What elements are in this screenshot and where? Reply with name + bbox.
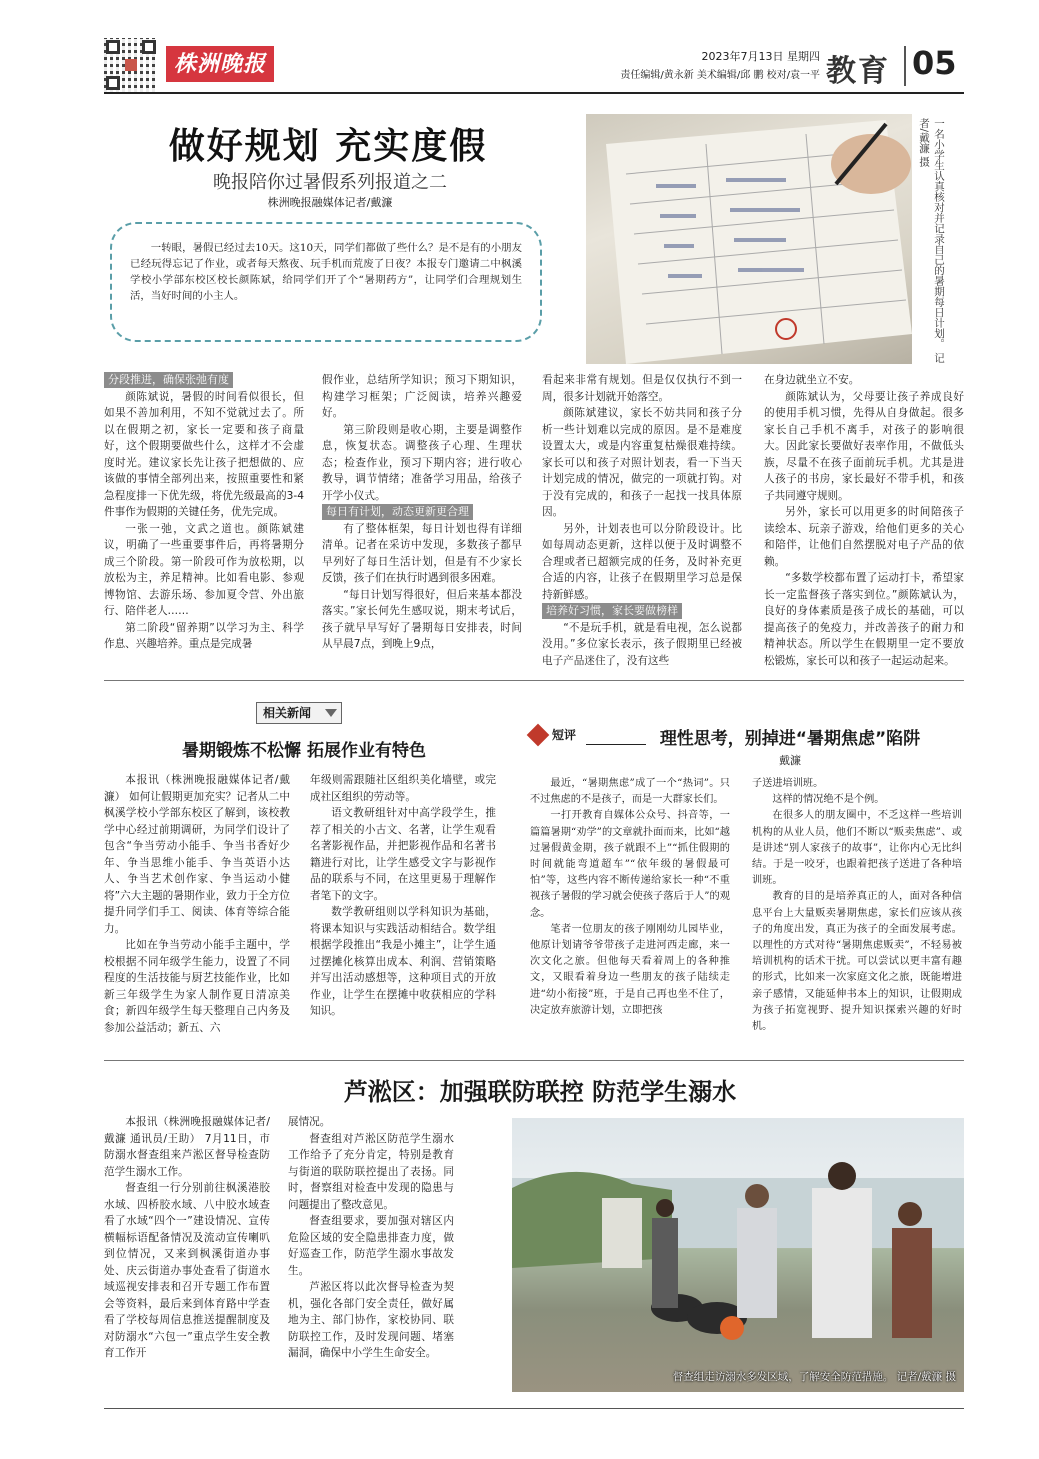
related-col-1: 本报讯（株洲晚报融媒体记者/戴濂） 如何让假期更加充实？记者从二中枫溪学校小学部东校区了解到，该校教学中心经过前期调研，为同学们设计了包含“争当劳动小能手、争当书香好少年、争当思维小能手、争当英语小达人、争当艺术创作家、争当运动小健将”六大主题的暑期作业，致力于全方位提升同学们手工、阅读、体育等综合能力。 比如在争当劳动小能手主题中，学校根据不同年级学生能力，设置了不同程度的生活技能与厨艺技能作业，比如新三年级学生为家人制作夏日清凉美食；新四年级学生每天整理自己内务及参加公益活动；新五、六: [104, 774, 290, 1034]
section-rule-2: [104, 1060, 964, 1061]
newspaper-logo: 株洲晚报: [166, 46, 274, 82]
editors-line: 责任编辑/黄永新 美术编辑/邱 鹏 校对/袁一平: [620, 70, 820, 81]
lead-photo: [586, 114, 912, 364]
comment-col-2: 子送进培训班。 这样的情况绝不是个例。 在很多人的朋友圈中，不乏这样一些培训机构的从业人员，他们不断以“贩卖焦虑”、或是讲述“别人家孩子的故事”，让你内心无比纠结。于是一咬牙，也跟着把孩子送进了各种培训班。 教育的目的是培养真正的人，面对各种信息平台上大量贩卖暑期焦虑，家长们应该从孩子的角度出发，真正为孩子的全面发展考虑。以理性的方式对待“暑期焦虑贩卖”，不轻易被培训机构的话术干扰。可以尝试以更丰富有趣的形式，比如来一次家庭文化之旅，既能增进亲子感情，又能延伸书本上的知识，让假期成为孩子拓宽视野、提升知识探索兴趣的好时机。: [752, 778, 962, 1033]
comment-col-1: 最近，“暑期焦虑”成了一个“热词”。只不过焦虑的不是孩子，而是一大群家长们。 一打开教育自媒体公众号、抖音等，一篇篇暑期“劝学”的文章就扑面而来，比如“越过暑假黄金期，孩子就跟不上”“抓住假期的时间就能弯道超车”“依年级的暑假最可怕”等，这些内容不断传递给家长一种“不重视孩子暑假的学习就会使孩子落后于人”的观念。 笔者一位朋友的孩子刚刚幼儿园毕业，他原计划请爷爷带孩子走进河西走廊，来一次文化之旅。但他每天看着周上的各种推文，又眼看着身边一些朋友的孩子陆续走进“幼小衔接”班，于是自己再也坐不住了，决定放弃旅游计划，立即把孩: [530, 778, 730, 1016]
lead-col-2: 假作业，总结所学知识；预习下期知识，构建学习框架；广泛阅读，培养兴趣爱好。 第三阶段则是收心期，主要是调整作息，恢复状态。调整孩子心理、生理状态；检查作业，预习下期内容；进行收心教导，调节情绪；准备学习用品，给孩子开学小仪式。 每日有计划，动态更新更合理 有了整体框架，每日计划也得有详细清单。记者在采访中发现，多数孩子都早早列好了每日生活计划，但是有不少家长反馈，孩子们在执行时遇到很多困难。 “每日计划写得很好，但后来基本都没落实。”家长何先生感叹说，期末考试后，孩子就早早写好了暑期每日安排表，时间从早晨7点，到晚上9点，: [322, 374, 522, 650]
planner-illustration: [586, 114, 912, 364]
pen-icon: [527, 724, 550, 747]
comment-tag-rule: [586, 744, 646, 745]
related-tag: 相关新闻: [256, 702, 342, 724]
subhead-1: 分段推进，确保张弛有度: [104, 372, 233, 388]
comment-tag: 短评: [530, 724, 586, 746]
section-name: 教育: [826, 54, 890, 89]
lead-subheadline: 晚报陪你过暑假系列报道之二: [213, 172, 447, 193]
issue-date: 2023年7月13日 星期四: [701, 50, 820, 63]
section-rule-1: [104, 680, 964, 681]
related-headline: 暑期锻炼不松懈 拓展作业有特色: [182, 741, 426, 761]
lead-col-1: 分段推进，确保张弛有度 颜陈斌说，暑假的时间看似很长，但如果不善加利用，不知不觉就过去了。所以在假期之初，家长一定要和孩子商量好，这个假期要做些什么，这样才不会虚度时光。建议家长先让孩子把想做的、应该做的事情全部列出来，按照重要性和紧急程度排一下优先级，将优先级最高的3-4件事作为假期的关键任务，优先完成。 一张一弛，文武之道也。颜陈斌建议，明确了一些重要事件后，再将暑期分成三个阶段。第一阶段可作为放松期，以放松为主，养足精神。比如看电影、参观博物馆、去游乐场、参加夏令营、外出旅行、陪伴老人…… 第二阶段“留养期”以学习为主、科学作息、兴趣培养。重点是完成暑: [104, 373, 304, 650]
bottom-photo-caption: 督查组走访溺水多发区域，了解安全防范措施。 记者/戴濂 摄: [672, 1371, 956, 1383]
related-col-2: 年级则需跟随社区组织美化墙壁，或完成社区组织的劳动等。 语文教研组针对中高学段学生，推荐了相关的小古文、名著，让学生观看名著影视作品，并把影视作品和名著书籍进行对比，让学生感受文字与影视作品的联系与不同，在这里更易于理解作者笔下的文字。 数学教研组则以学科知识为基础，将课本知识与实践活动相结合。数学组根据学段推出“我是小摊主”，让学生通过摆摊化核算出成本、利润、营销策略并写出活动感想等，这种项目式的开放作业，让学生在摆摊中收获相应的学科知识。: [310, 774, 496, 1017]
bottom-photo: [512, 1118, 964, 1392]
header-rule: [104, 92, 964, 94]
comment-headline: 理性思考，别掉进“暑期焦虑”陷阱: [659, 729, 921, 749]
qr-code: [104, 38, 158, 92]
footer-rule: [104, 1408, 964, 1409]
section-divider: [904, 46, 906, 86]
lead-headline: 做好规划 充实度假: [168, 126, 488, 167]
lead-photo-caption: 一名小学生认真核对并记录自己的暑期每日计划。 记者/戴濂 摄: [918, 118, 945, 363]
page-number: 05: [912, 44, 957, 82]
comment-byline: 戴濂: [779, 754, 801, 767]
lead-byline: 株洲晚报融媒体记者/戴濂: [267, 196, 393, 209]
intro-box: [110, 222, 542, 342]
lead-col-3: 看起来非常有规划。但是仅仅执行不到一周，很多计划就开始落空。 颜陈斌建议，家长不妨共同和孩子分析一些计划难以完成的原因。是不是难度设置太大，或是内容重复枯燥很难持续。家长可以和孩子对照计划表，看一下当天计划完成的情况，做完的一项就打钩。对于没有完成的，和孩子一起找一找具体原因。 另外，计划表也可以分阶段设计。比如每周动态更新，这样以便于及时调整不合理或者已超额完成的任务，及时补充更合适的内容，让孩子在假期里学习总是保持新鲜感。 培养好习惯，家长要做榜样 “不是玩手机，就是看电视，怎么说都没用。”多位家长表示，孩子假期里已经被电子产品迷住了，没有这些: [542, 374, 742, 667]
inspection-scene: [512, 1118, 964, 1392]
lead-col-4: 在身边就坐立不安。 颜陈斌认为，父母要让孩子养成良好的使用手机习惯，先得从自身做起。很多家长自己手机不离手，对孩子的影响很大。因此家长要做好表率作用，不做低头族，尽量不在孩子面前玩手机。尤其是进人孩子的书房，家长最好不带手机，和孩子共同遵守规则。 另外，家长可以用更多的时间陪孩子读绘本、玩亲子游戏，给他们更多的关心和陪伴，让他们自然摆脱对电子产品的依赖。 “多数学校都布置了运动打卡，希望家长一定监督孩子落实到位。”颜陈斌认为，良好的身体素质是孩子成长的基础，可以提高孩子的免疫力，并改善孩子的耐力和精神状态。所以学生在假期里一定不要放松锻炼，家长可以和孩子一起运动起来。: [764, 374, 964, 667]
bottom-col-1: 本报讯（株洲晚报融媒体记者/戴濂 通讯员/王助） 7月11日，市防溺水督查组来芦淞区督导检查防范学生溺水工作。 督查组一行分别前往枫溪港胶水域、四桥胶水域、八中胶水域查看了水域“四个一”建设情况、宣传横幅标语配备情况及流动宣传喇叭到位情况，又来到枫溪街道办事处、庆云街道办事处查看了街道水域巡视安排表和召开专题工作布置会等资料，最后来到体育路中学查看了学校每周信息推送提醒制度及对防溺水“六包一”重点学生安全教育工作开: [104, 1116, 270, 1359]
bottom-headline: 芦淞区：加强联防联控 防范学生溺水: [343, 1077, 737, 1106]
subhead-3: 培养好习惯，家长要做榜样: [542, 603, 682, 619]
subhead-2: 每日有计划，动态更新更合理: [322, 504, 473, 520]
intro-text: 一转眼，暑假已经过去10天。这10天，同学们都做了些什么？是不是有的小朋友已经玩得忘记了作业，或者每天熬夜、玩手机而荒废了日夜？本报专门邀请二中枫溪学校小学部东校区校长颜陈斌，给同学们开了个“暑期药方”，让同学们合理规划生活，当好时间的小主人。: [130, 242, 522, 302]
chevron-down-icon: [325, 709, 337, 717]
bottom-col-2: 展情况。 督查组对芦淞区防范学生溺水工作给予了充分肯定，特别是教育与街道的联防联控提出了表扬。同时，督察组对检查中发现的隐患与问题提出了整改意见。 督查组要求，要加强对辖区内危险区域的安全隐患排查力度，做好巡查工作，防范学生溺水事故发生。 芦淞区将以此次督导检查为契机，强化各部门安全责任，做好属地为主、部门协作，家校协同、联防联控工作，及时发现问题、堵塞漏洞，确保中小学生生命安全。: [288, 1116, 454, 1359]
